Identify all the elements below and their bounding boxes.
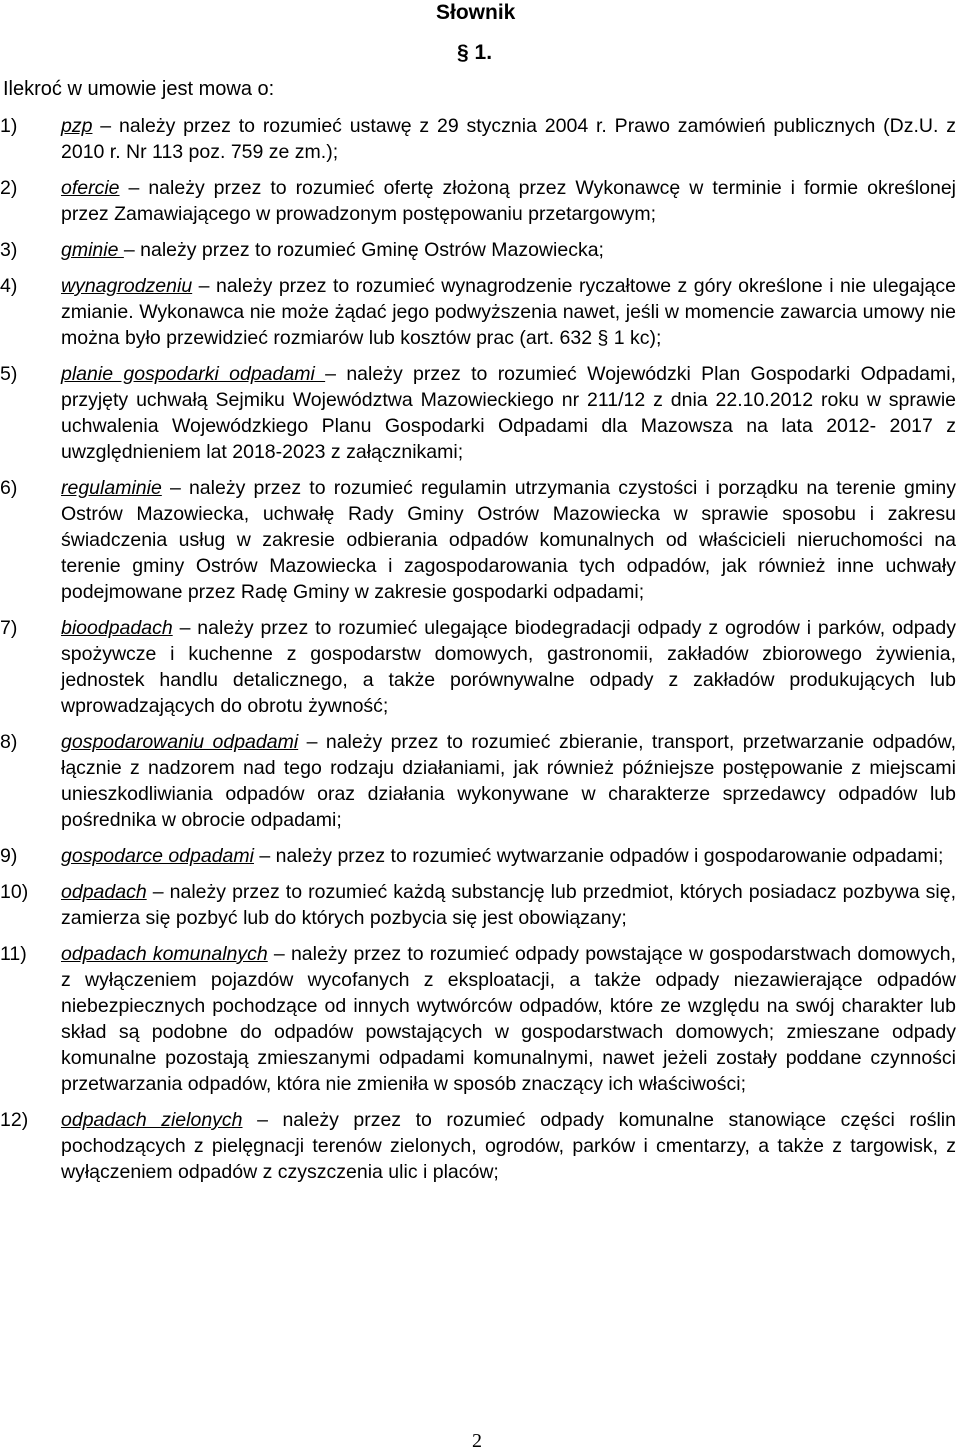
- definition-text: – należy przez to rozumieć ulegające biodegradacji odpady z ogrodów i parków, odpady spożywcze i kuchenne z gospodarstw domowych, gastronomii, zakładów zbiorowego żywienia, jednostek handlu detalicznego, a także porównywalne odpady z zakładów produkujących lub wprowadzających do obrotu żywność;: [61, 617, 956, 717]
- definition-text: – należy przez to rozumieć odpady komunalne stanowiące części roślin pochodzących z pielęgnacji terenów zielonych, ogrodów, parków i cmentarzy, a także z targowisk, z wyłączeniem odpadów z czyszczenia ulic i placów;: [61, 1109, 956, 1183]
- definition-term: gminie: [61, 239, 124, 261]
- definition-text: – należy przez to rozumieć ustawę z 29 stycznia 2004 r. Prawo zamówień publicznych (Dz.U. z 2010 r. Nr 113 poz. 759 ze zm.);: [61, 115, 956, 163]
- definition-text: – należy przez to rozumieć regulamin utrzymania czystości i porządku na terenie gminy Ostrów Mazowiecka, uchwałę Rady Gminy Ostrów Mazowiecka w sprawie sposobu i zakresu świadczenia usług w zakresie odbierania odpadów komunalnych od właścicieli nieruchomości na terenie gminy Ostrów Mazowiecka i zagospodarowania tych odpadów, jak również inne uchwały podejmowane przez Radę Gminy w zakresie gospodarki odpadami;: [61, 477, 956, 603]
- definition-term: gospodarce odpadami: [61, 845, 254, 867]
- definition-text: – należy przez to rozumieć każdą substancję lub przedmiot, których posiadacz pozbywa się, zamierza się pozbyć lub do których pozbycia się jest obowiązany;: [61, 881, 956, 929]
- definition-item: [0, 843, 956, 869]
- definition-number: 2): [0, 177, 18, 199]
- definition-term: bioodpadach: [61, 617, 173, 639]
- definition-term: planie gospodarki odpadami: [61, 363, 326, 385]
- definition-term: gospodarowaniu odpadami: [61, 731, 299, 753]
- definition-text: – należy przez to rozumieć Wojewódzki Plan Gospodarki Odpadami, przyjęty uchwałą Sejmiku Województwa Mazowieckiego nr 211/12 z dnia 22.10.2012 roku w sprawie uchwalenia Wojewódzkiego Planu Gospodarki Odpadami dla Mazowsza na lata 2012- 2017 z uwzględnieniem lat 2018-2023 z załącznikami;: [61, 363, 957, 463]
- definition-item: [0, 361, 956, 465]
- definition-term: regulaminie: [61, 477, 162, 499]
- definition-number: 9): [0, 845, 18, 867]
- definition-term: odpadach komunalnych: [61, 943, 268, 965]
- definition-text: – należy przez to rozumieć wynagrodzenie ryczałtowe z góry określone i nie ulegające zmianie. Wykonawca nie może żądać jego podwyższenia nawet, jeśli w momencie zawarcia umowy nie można było przewidzieć rozmiarów lub kosztów prac (art. 632 § 1 kc);: [61, 275, 956, 349]
- definition-number: 7): [0, 617, 18, 639]
- definition-number: 10): [0, 881, 29, 903]
- definition-text: – należy przez to rozumieć ofertę złożoną przez Wykonawcę w terminie i formie określonej przez Zamawiającego w prowadzonym postępowaniu przetargowym;: [61, 177, 956, 225]
- definition-number: 4): [0, 275, 18, 297]
- definitions-list: [0, 113, 956, 1195]
- definition-item: [0, 615, 956, 719]
- definition-text: – należy przez to rozumieć zbieranie, transport, przetwarzanie odpadów, łącznie z nadzorem nad tego rodzaju działaniami, jak również późniejsze postępowanie z miejscami unieszkodliwiania odpadów oraz działania wykonywane w charakterze sprzedawcy odpadów lub pośrednika w obrocie odpadami;: [61, 731, 956, 831]
- definition-item: [0, 237, 956, 263]
- definition-number: 8): [0, 731, 18, 753]
- definition-number: 11): [0, 943, 27, 965]
- definition-number: 1): [0, 115, 18, 137]
- definition-item: [0, 273, 956, 351]
- definition-item: [0, 879, 956, 931]
- definition-term: odpadach zielonych: [61, 1109, 243, 1131]
- definition-text: – należy przez to rozumieć wytwarzanie odpadów i gospodarowanie odpadami;: [253, 845, 944, 867]
- intro-text: Ilekroć w umowie jest mowa o:: [3, 78, 275, 100]
- definition-text: – należy przez to rozumieć odpady powstające w gospodarstwach domowych, z wyłączeniem pojazdów wycofanych z eksploatacji, a także odpady niezawierające odpadów niebezpiecznych pochodzące od innych wytwórców odpadów, które ze względu na swój charakter lub skład są podobne do odpadów powstających w gospodarstwach domowych; zmieszane odpady komunalne pozostają zmieszanymi odpadami komunalnymi, nawet jeżeli zostały poddane czynności przetwarzania odpadów, która nie zmieniła w sposób znaczący ich właściwości;: [61, 943, 957, 1095]
- definition-item: [0, 175, 956, 227]
- definition-text: – należy przez to rozumieć Gminę Ostrów Mazowiecka;: [123, 239, 604, 261]
- definition-number: 5): [0, 363, 18, 385]
- definition-number: 3): [0, 239, 18, 261]
- definition-item: [0, 729, 956, 833]
- document-title: Słownik: [436, 1, 516, 24]
- definition-term: pzp: [61, 115, 93, 137]
- definition-item: [0, 941, 956, 1097]
- definition-item: [0, 475, 956, 605]
- definition-term: odpadach: [61, 881, 147, 903]
- definition-number: 12): [0, 1109, 29, 1131]
- page-number: 2: [472, 1430, 482, 1452]
- definition-item: [0, 1107, 956, 1185]
- definition-number: 6): [0, 477, 18, 499]
- definition-item: [0, 113, 956, 165]
- section-marker: § 1.: [457, 41, 493, 64]
- definition-term: ofercie: [61, 177, 120, 199]
- definition-term: wynagrodzeniu: [61, 275, 193, 297]
